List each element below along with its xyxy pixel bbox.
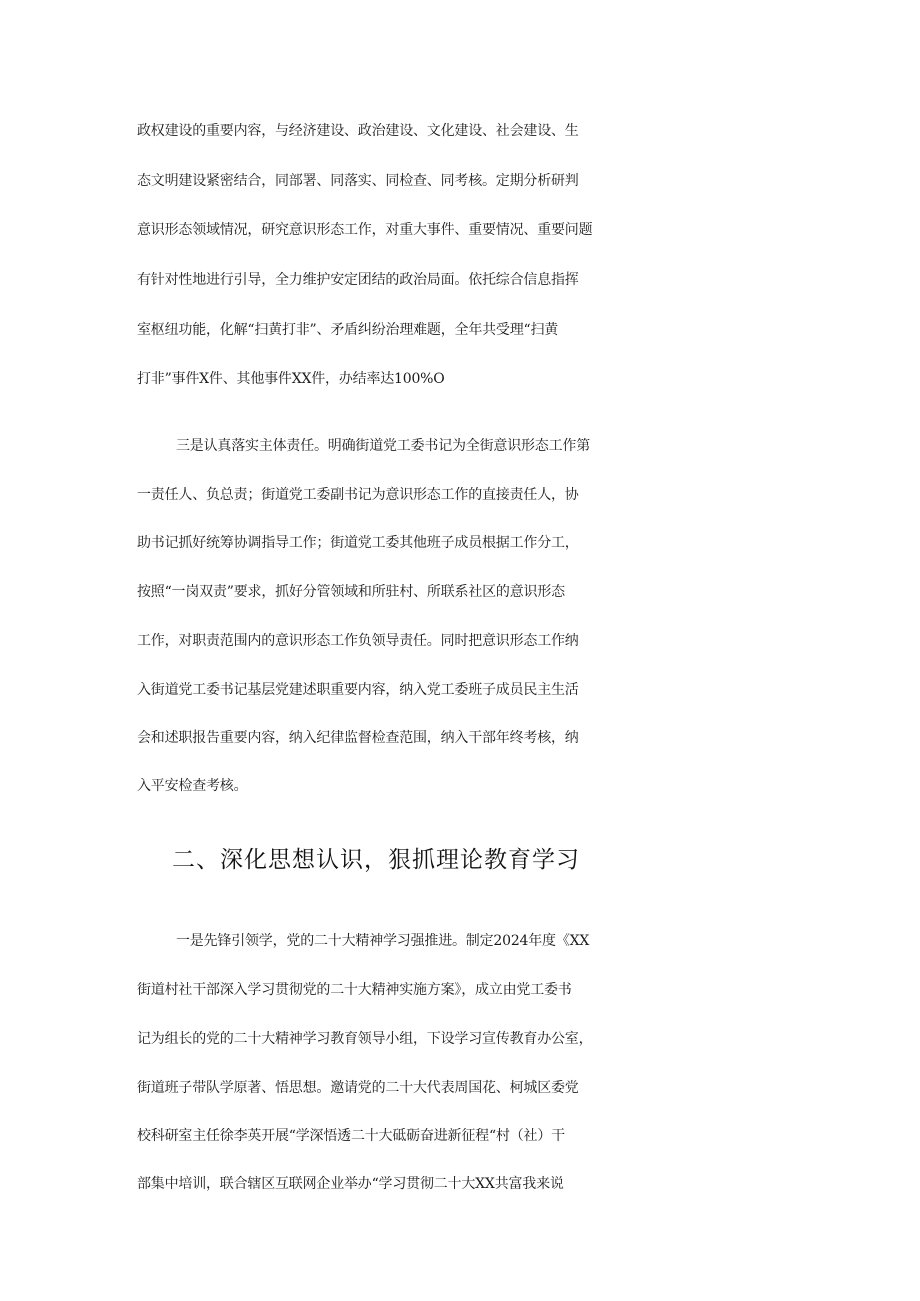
paragraph-3-line-4: 街道班子带队学原著、悟思想。邀请党的二十大代表周国花、柯城区委党 [137, 1080, 579, 1096]
paragraph-1-line-4: 有针对性地进行引导，全力维护安定团结的政治局面。依托综合信息指挥 [137, 272, 579, 288]
section-heading: 二、深化思想认识，狠抓理论教育学习 [172, 847, 580, 873]
paragraph-2-line-1: 三是认真落实主体责任。明确街道党工委书记为全街意识形态工作第 [176, 438, 590, 454]
paragraph-2-line-2: 一责任人、负总责；街道党工委副书记为意识形态工作的直接责任人，协 [137, 487, 579, 503]
paragraph-2-line-7: 会和述职报告重要内容，纳入纪律监督检查范围，纳入干部年终考核，纳 [137, 730, 579, 746]
paragraph-2-line-4: 按照“一岗双责”要求，抓好分管领域和所驻村、所联系社区的意识形态 [137, 584, 565, 600]
paragraph-1-line-3: 意识形态领域情况，研究意识形态工作，对重大事件、重要情况、重要问题 [137, 222, 593, 238]
paragraph-3-line-2: 街道村社干部深入学习贯彻党的二十大精神实施方案》，成立由党工委书 [137, 982, 572, 998]
paragraph-2-line-6: 入街道党工委书记基层党建述职重要内容，纳入党工委班子成员民主生活 [137, 682, 579, 698]
paragraph-3-line-1: 一是先锋引领学，党的二十大精神学习强推进。制定2024年度《XX [176, 933, 590, 949]
paragraph-1-line-1: 政权建设的重要内容，与经济建设、政治建设、文化建设、社会建设、生 [137, 123, 579, 139]
paragraph-3-line-3: 记为组长的党的二十大精神学习教育领导小组，下设学习宣传教育办公室， [137, 1031, 593, 1047]
paragraph-1-line-6: 打非”事件X件、其他事件XX件，办结率达100%O [137, 371, 445, 387]
paragraph-2-line-8: 入平安检查考核。 [137, 778, 248, 794]
paragraph-1-line-5: 室枢纽功能，化解“扫黄打非”、矛盾纠纷治理难题，全年共受理“扫黄 [137, 322, 559, 338]
paragraph-2-line-3: 助书记抓好统筹协调指导工作；街道党工委其他班子成员根据工作分工， [137, 535, 579, 551]
paragraph-1-line-2: 态文明建设紧密结合，同部署、同落实、同检查、同考核。定期分析研判 [137, 173, 579, 189]
paragraph-3-line-6: 部集中培训，联合辖区互联网企业举办“学习贯彻二十大XX共富我来说 [137, 1176, 564, 1192]
paragraph-3-line-5: 校科研室主任徐李英开展“学深悟透二十大砥砺奋进新征程“村（社）干 [137, 1128, 565, 1144]
paragraph-2-line-5: 工作，对职责范围内的意识形态工作负领导责任。同时把意识形态工作纳 [137, 633, 579, 649]
